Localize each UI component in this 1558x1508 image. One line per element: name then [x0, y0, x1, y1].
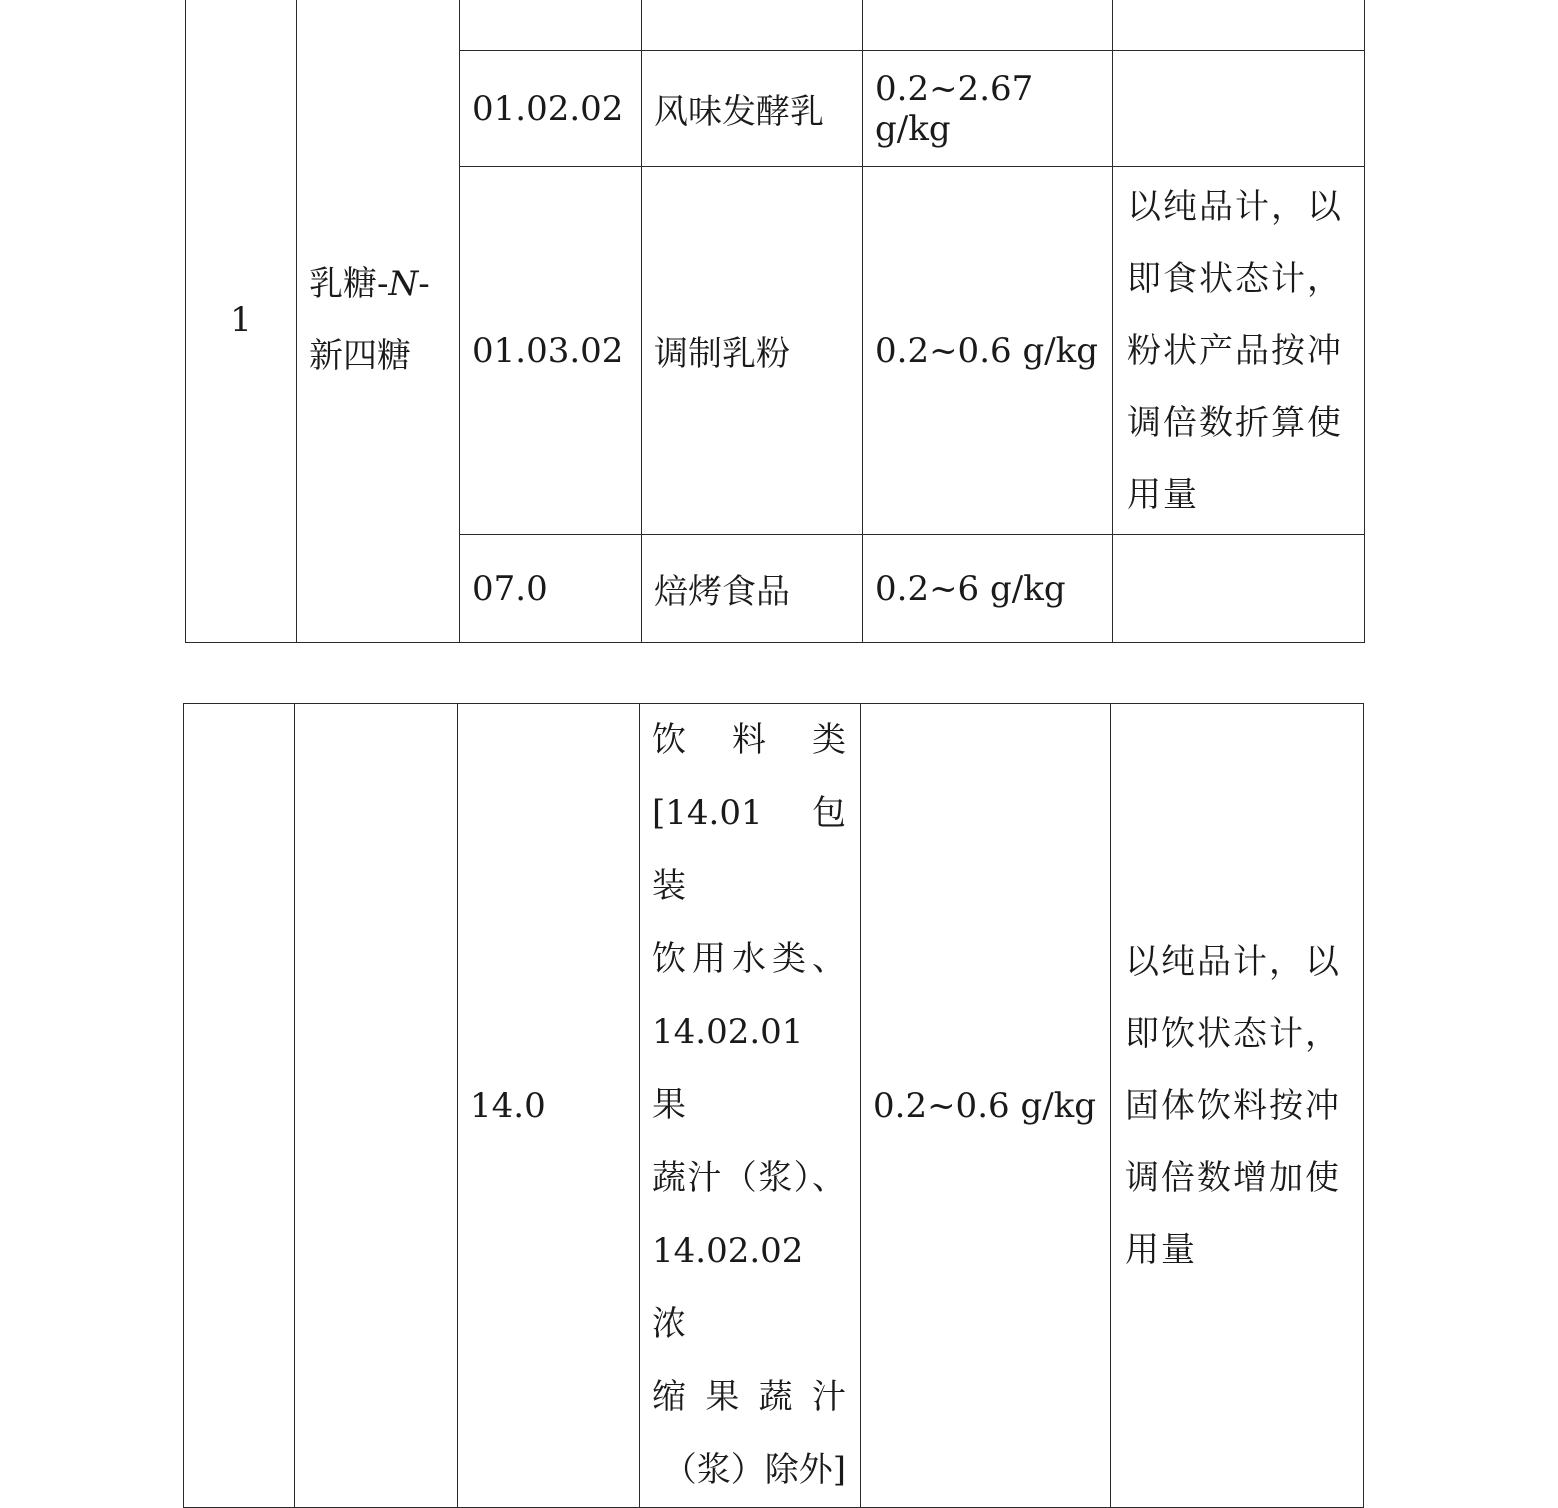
food-category-code: 14.0: [458, 704, 640, 1508]
food-category-name: 焙烤食品: [642, 535, 863, 643]
max-usage-amount: 0.2~0.6 g/kg: [861, 704, 1111, 1508]
note-cell: [1111, 704, 1364, 1508]
max-usage-amount: [863, 0, 1113, 51]
max-usage-amount: 0.2~0.6 g/kg: [863, 167, 1113, 535]
additive-table-part-2: [183, 703, 1364, 1508]
category-line: 14.02.01 果: [652, 1012, 838, 1125]
food-category-code: 07.0: [460, 535, 642, 643]
substance-name-line-2: 新四糖: [309, 335, 411, 376]
substance-name-cell: [295, 704, 458, 1508]
table-row: [186, 0, 1365, 51]
note-cell: [1113, 51, 1365, 167]
substance-name-line-1: [309, 248, 459, 320]
note-line: 固体饮料按冲: [1125, 1085, 1341, 1126]
note-line: 粉状产品按冲: [1127, 330, 1343, 371]
food-category-name: 调制乳粉: [642, 167, 863, 535]
food-category-code: 01.03.02: [460, 167, 642, 535]
category-line: 饮用水类、: [652, 939, 846, 979]
food-category-name: 风味发酵乳: [642, 51, 863, 167]
substance-name-italic: N: [388, 263, 419, 304]
table-row: [184, 704, 1364, 1508]
food-category-code: 01.02.02: [460, 51, 642, 167]
food-category-name: [640, 704, 861, 1508]
note-cell: [1113, 167, 1365, 535]
additive-table-part-1: [185, 0, 1365, 643]
note-line: 用量: [1127, 474, 1199, 515]
category-line: 饮 料 类: [652, 720, 846, 760]
substance-number-cell: [186, 0, 297, 643]
note-line: 调倍数增加使: [1125, 1157, 1341, 1198]
substance-name-part: 乳糖-: [309, 263, 389, 304]
max-usage-amount: 0.2~6 g/kg: [863, 535, 1113, 643]
food-category-code: [460, 0, 642, 51]
note-line: 调倍数折算使: [1127, 402, 1343, 443]
category-line: 14.02.02 浓: [652, 1231, 838, 1344]
substance-number: 1: [230, 299, 252, 340]
category-line: 缩 果 蔬 汁: [652, 1377, 846, 1417]
substance-number-cell: [184, 704, 295, 1508]
note-line: 以纯品计，以: [1127, 186, 1343, 227]
note-line: 以纯品计，以: [1125, 941, 1341, 982]
note-line: 即饮状态计，: [1125, 1013, 1341, 1054]
note-line: 用量: [1125, 1229, 1197, 1270]
category-line: （浆）除外]: [662, 1450, 846, 1490]
category-line: 蔬汁（浆）、: [652, 1158, 846, 1198]
food-category-name: [642, 0, 863, 51]
category-line: [14.01 包 装: [652, 793, 846, 906]
note-line: 即食状态计，: [1127, 258, 1343, 299]
substance-name-cell: [297, 0, 460, 643]
note-cell: [1113, 535, 1365, 643]
substance-name-part: -: [418, 263, 430, 304]
max-usage-amount: 0.2~2.67 g/kg: [863, 51, 1113, 167]
note-cell: [1113, 0, 1365, 51]
